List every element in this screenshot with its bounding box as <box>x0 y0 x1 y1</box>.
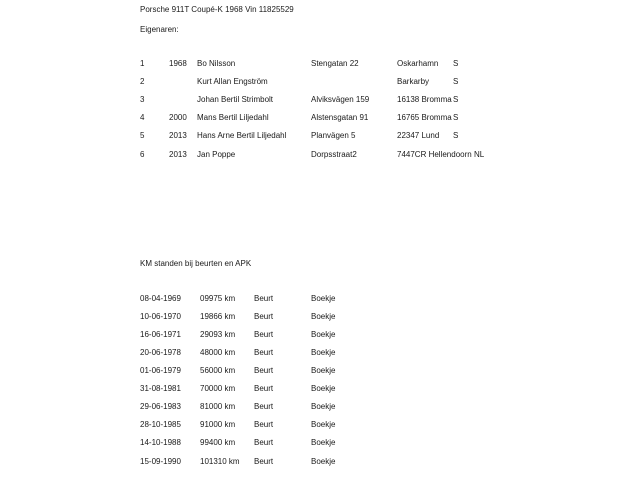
km-service-type: Beurt <box>254 402 274 411</box>
owner-number: 6 <box>140 150 145 159</box>
document-title: Porsche 911T Coupé-K 1968 Vin 11825529 <box>140 5 294 14</box>
km-source: Boekje <box>311 366 336 375</box>
owner-name: Johan Bertil Strimbolt <box>197 95 274 104</box>
owner-row <box>0 113 640 123</box>
owner-name: Bo Nilsson <box>197 59 236 68</box>
km-date: 16-06-1971 <box>140 330 181 339</box>
km-row <box>0 420 640 430</box>
km-service-type: Beurt <box>254 420 274 429</box>
km-service-type: Beurt <box>254 457 274 466</box>
km-reading: 48000 km <box>200 348 236 357</box>
km-source: Boekje <box>311 312 336 321</box>
km-date: 15-09-1990 <box>140 457 181 466</box>
owner-year: 2013 <box>169 131 187 140</box>
owner-year: 2013 <box>169 150 187 159</box>
owner-street: Alstensgatan 91 <box>311 113 369 122</box>
owner-name: Hans Arne Bertil Liljedahl <box>197 131 287 140</box>
km-source: Boekje <box>311 420 336 429</box>
owner-city: 7447CR Hellendoorn NL <box>397 150 485 159</box>
km-reading: 09975 km <box>200 294 236 303</box>
km-reading: 70000 km <box>200 384 236 393</box>
km-row <box>0 457 640 467</box>
owner-name: Kurt Allan Engström <box>197 77 268 86</box>
km-source: Boekje <box>311 348 336 357</box>
km-row <box>0 366 640 376</box>
km-service-type: Beurt <box>254 348 274 357</box>
owner-country: S <box>453 95 459 104</box>
km-row <box>0 438 640 448</box>
km-reading: 91000 km <box>200 420 236 429</box>
km-reading: 99400 km <box>200 438 236 447</box>
km-reading: 29093 km <box>200 330 236 339</box>
owner-row <box>0 59 640 69</box>
owner-country: S <box>453 113 459 122</box>
km-date: 01-06-1979 <box>140 366 181 375</box>
owner-street: Dorpsstraat2 <box>311 150 357 159</box>
owner-row <box>0 131 640 141</box>
km-date: 31-08-1981 <box>140 384 181 393</box>
owner-number: 2 <box>140 77 145 86</box>
owner-city: 16138 Bromma <box>397 95 452 104</box>
km-service-type: Beurt <box>254 312 274 321</box>
km-service-type: Beurt <box>254 438 274 447</box>
km-date: 28-10-1985 <box>140 420 181 429</box>
km-service-type: Beurt <box>254 294 274 303</box>
owner-street: Planvägen 5 <box>311 131 356 140</box>
owner-year: 1968 <box>169 59 187 68</box>
owner-street: Stengatan 22 <box>311 59 359 68</box>
owner-country: S <box>453 77 459 86</box>
owner-number: 3 <box>140 95 145 104</box>
owner-city: 22347 Lund <box>397 131 440 140</box>
owner-name: Jan Poppe <box>197 150 236 159</box>
owner-city: 16765 Bromma <box>397 113 452 122</box>
km-source: Boekje <box>311 402 336 411</box>
km-reading: 56000 km <box>200 366 236 375</box>
owner-country: S <box>453 59 459 68</box>
owner-city: Barkarby <box>397 77 430 86</box>
km-source: Boekje <box>311 438 336 447</box>
owner-street: Alviksvägen 159 <box>311 95 370 104</box>
owner-city: Oskarhamn <box>397 59 439 68</box>
owner-number: 4 <box>140 113 145 122</box>
km-date: 20-06-1978 <box>140 348 181 357</box>
km-service-type: Beurt <box>254 330 274 339</box>
km-date: 14-10-1988 <box>140 438 181 447</box>
km-source: Boekje <box>311 384 336 393</box>
km-date: 10-06-1970 <box>140 312 181 321</box>
km-row <box>0 384 640 394</box>
km-reading: 101310 km <box>200 457 240 466</box>
km-row <box>0 348 640 358</box>
km-service-type: Beurt <box>254 384 274 393</box>
owner-row <box>0 95 640 105</box>
owner-row <box>0 77 640 87</box>
km-row <box>0 312 640 322</box>
km-source: Boekje <box>311 330 336 339</box>
km-source: Boekje <box>311 457 336 466</box>
km-heading: KM standen bij beurten en APK <box>140 259 252 268</box>
owner-row <box>0 150 640 160</box>
km-date: 08-04-1969 <box>140 294 181 303</box>
owners-heading: Eigenaren: <box>140 25 179 34</box>
km-row <box>0 402 640 412</box>
owner-country: S <box>453 131 459 140</box>
km-row <box>0 294 640 304</box>
owner-number: 5 <box>140 131 145 140</box>
km-reading: 81000 km <box>200 402 236 411</box>
owner-name: Mans Bertil Liljedahl <box>197 113 269 122</box>
owner-year: 2000 <box>169 113 187 122</box>
km-source: Boekje <box>311 294 336 303</box>
km-row <box>0 330 640 340</box>
km-service-type: Beurt <box>254 366 274 375</box>
km-date: 29-06-1983 <box>140 402 181 411</box>
owner-number: 1 <box>140 59 145 68</box>
km-reading: 19866 km <box>200 312 236 321</box>
